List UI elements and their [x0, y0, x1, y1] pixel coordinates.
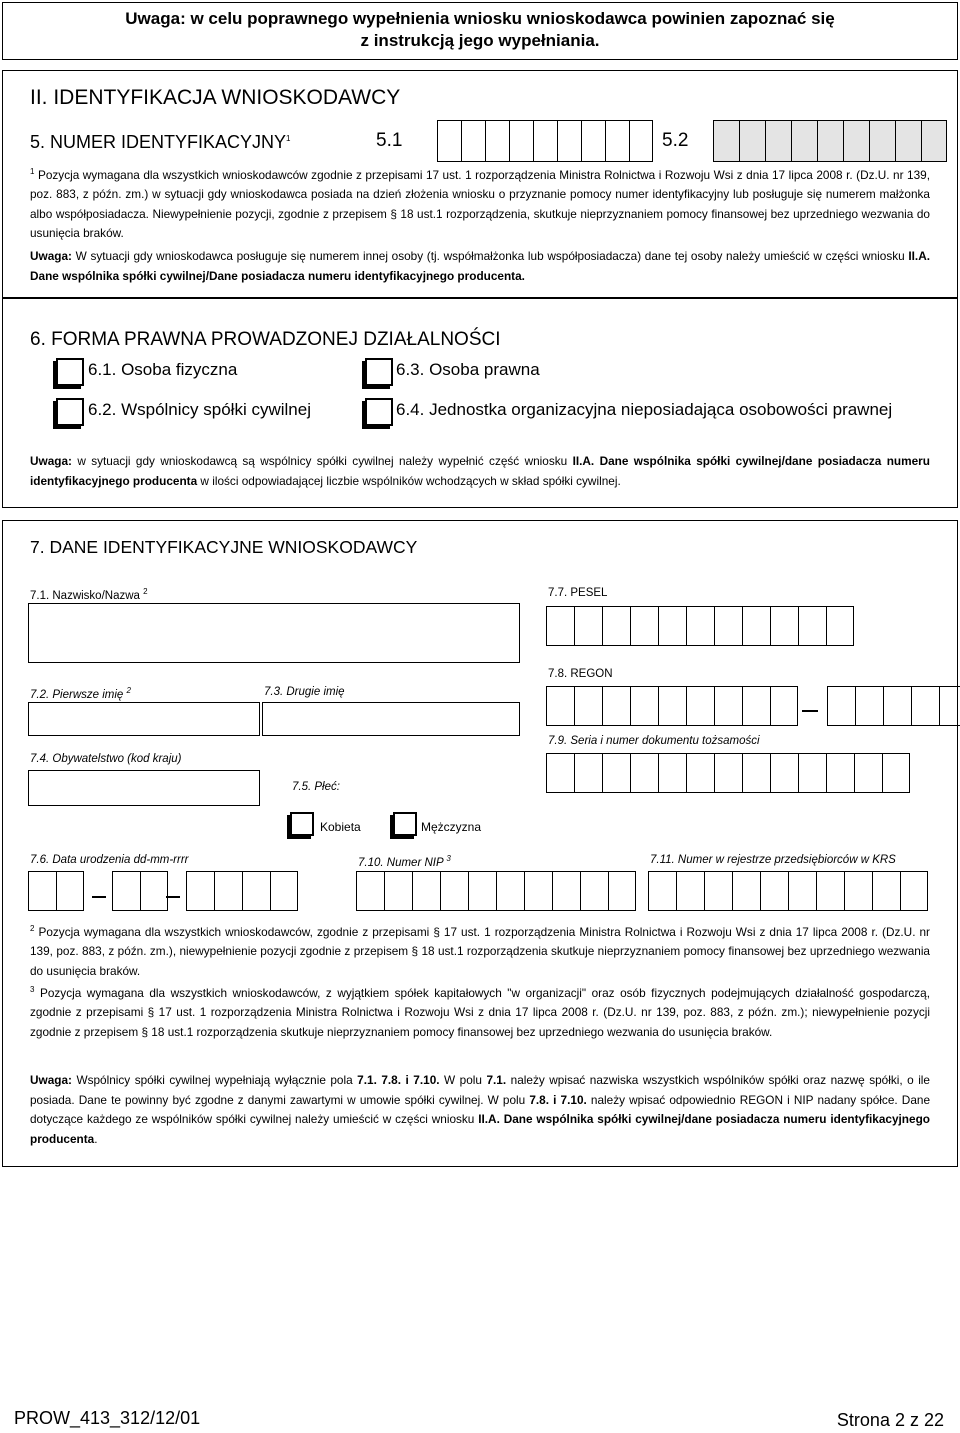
field-7-6-month[interactable] [112, 871, 168, 911]
date-dash-1 [92, 896, 106, 898]
header-line-2: z instrukcją jego wypełniania. [360, 31, 600, 50]
field-7-11-krs[interactable] [648, 871, 928, 911]
date-dash-2 [166, 896, 180, 898]
field-7-2-first-name[interactable] [28, 702, 260, 736]
field-5-1-label: 5.1 [376, 130, 403, 151]
footnote-2: $^2$ Pozycja wymagana dla wszystkich wnioskodawców, zgodnie z przepisami § 17 ust. 1 rozporządzenia Ministra Rolnictwa i Rozwoju Wsi z dnia 17 lipca 2008 r. (Dz.U. nr 139, poz. 883, z późn. zm.), niewypełnienie pozycji zgodnie z przepisem § 18 ust.1 rozporządzenia skutkuje nieprzyznaniem pomocy finansowej bez uprzedniego wezwania do usunięcia braków. [30, 924, 930, 978]
field-7-6-day[interactable] [28, 871, 84, 911]
section-7-title: 7. DANE IDENTYFIKACYJNE WNIOSKODAWCY [30, 537, 418, 557]
field-7-8-regon-a[interactable] [546, 686, 798, 726]
field-7-1-surname[interactable] [28, 603, 520, 663]
field-7-6-year[interactable] [186, 871, 298, 911]
section-2-title: II. IDENTYFIKACJA WNIOSKODAWCY [30, 86, 401, 109]
label-7-2: 7.2. Pierwsze imię $^2$ [30, 686, 131, 701]
label-7-4: 7.4. Obywatelstwo (kod kraju) [30, 753, 182, 765]
label-7-3: 7.3. Drugie imię [264, 686, 345, 698]
section-6-title: 6. FORMA PRAWNA PROWADZONEJ DZIAŁALNOŚCI [30, 329, 501, 350]
footnote-3: $^3$ Pozycja wymagana dla wszystkich wnioskodawców, z wyjątkiem spółek kapitałowych "w organizacji" oraz osób fizycznych podejmujących działalność gospodarczą, zgodnie z przepisami § 17 ust. 1 rozporządzenia Ministra Rolnictwa i Rozwoju Wsi z dnia 17 lipca 2008 r. (Dz.U. nr 139, poz. 883, z późn. zm.); niewypełnienie pozycji zgodnie z przepisem § 18 ust.1 rozporządzenia skutkuje nieprzyznaniem pomocy finansowej bez uprzedniego wezwania do usunięcia braków. [30, 985, 931, 1039]
field-5-2-grid[interactable] [713, 120, 947, 162]
option-6-1-label: 6.1. Osoba fizyczna [88, 360, 238, 379]
label-7-5: 7.5. Płeć: [292, 781, 340, 793]
label-7-8: 7.8. REGON [548, 668, 613, 680]
checkbox-6-3[interactable] [365, 358, 393, 386]
label-female: Kobieta [320, 820, 361, 834]
field-7-7-pesel[interactable] [546, 606, 854, 646]
label-7-1: 7.1. Nazwisko/Nazwa $^2$ [30, 587, 148, 602]
label-male: Mężczyzna [421, 820, 482, 834]
footnote-1: $^1$ Pozycja wymagana dla wszystkich wnioskodawców zgodnie z przepisami 17 ust. 1 rozporządzenia Ministra Rolnictwa i Rozwoju Wsi z dnia 17 lipca 2008 r. (Dz.U. nr 139, poz. 883, z późn. zm.) w sytuacji gdy wnioskodawca posiada na dzień złożenia wniosku o przyznanie pomocy numer identyfikacyjny lub posługuje się numerem małżonka albo współposiadacza. Niewypełnienie pozycji, zgodnie z przepisem § 18 ust.1 rozporządzenia, skutkuje nieprzyznaniem pomocy finansowej bez uprzedniego wezwania do usunięcia braków. [30, 167, 931, 241]
checkbox-male[interactable] [393, 812, 417, 836]
checkbox-6-2[interactable] [56, 398, 84, 426]
checkbox-female[interactable] [290, 812, 314, 836]
option-6-2-label: 6.2. Wspólnicy spółki cywilnej [88, 400, 311, 419]
document-code: PROW_413_312/12/01 [14, 1408, 201, 1428]
label-7-6: 7.6. Data urodzenia dd-mm-rrrr [30, 854, 189, 866]
field-7-3-second-name[interactable] [262, 702, 520, 736]
regon-dash [802, 710, 818, 712]
section-7-note: Uwaga: Wspólnicy spółki cywilnej wypełniają wyłącznie pola 7.1. 7.8. i 7.10. W polu 7.1. należy wpisać nazwiska wszystkich wspólników spółki oraz nazwę spółki, o ile posiada. Dane te powinny być zgodne z danymi zawartymi w umowie spółki cywilnej. W polu 7.8. i 7.10. należy wpisać odpowiednio REGON i NIP nadany spółce. Dane dotyczące każdego ze wspólników spółki cywilnej należy umieścić w części wniosku II.A. Dane wspólnika spółki cywilnej/dane posiadacza numeru identyfikacyjnego producenta. [30, 1073, 931, 1146]
field-5-2-label: 5.2 [662, 130, 689, 151]
section-6-note: Uwaga: w sytuacji gdy wnioskodawcą są wspólnicy spółki cywilnej należy wypełnić część wniosku II.A. Dane wspólnika spółki cywilnej/dane posiadacza numeru identyfikacyjnego producenta w ilości odpowiadającej liczbie wspólników wchodzących w skład spółki cywilnej. [30, 454, 930, 488]
section-2-note: Uwaga: W sytuacji gdy wnioskodawca posługuje się numerem innej osoby (tj. współmałżonka lub współposiadacza) dane tej osoby należy umieścić w części wniosku II.A. Dane wspólnika spółki cywilnej/Dane posiadacza numeru identyfikacyjnego producenta. [30, 249, 930, 283]
field-7-8-regon-b[interactable] [827, 686, 960, 726]
label-7-9: 7.9. Seria i numer dokumentu tożsamości [548, 735, 760, 747]
option-6-3-label: 6.3. Osoba prawna [396, 360, 540, 379]
field-7-4-citizenship[interactable] [28, 770, 260, 806]
field-5-1-grid[interactable] [437, 120, 653, 162]
label-7-10: 7.10. Numer NIP $^3$ [358, 854, 451, 869]
checkbox-6-4[interactable] [365, 398, 393, 426]
instruction-header [2, 8, 958, 52]
header-line-1: Uwaga: w celu poprawnego wypełnienia wniosku wnioskodawca powinien zapoznać się [125, 9, 835, 28]
field-7-10-nip[interactable] [356, 871, 636, 911]
page-number: Strona 2 z 22 [836, 1410, 944, 1430]
checkbox-6-1[interactable] [56, 358, 84, 386]
label-7-11: 7.11. Numer w rejestrze przedsiębiorców w KRS [650, 854, 896, 866]
field-5-label: 5. NUMER IDENTYFIKACYJNY$^1$ [30, 132, 291, 152]
option-6-4-label: 6.4. Jednostka organizacyjna nieposiadająca osobowości prawnej [396, 400, 893, 419]
label-7-7: 7.7. PESEL [548, 587, 608, 599]
field-7-9-id-document[interactable] [546, 753, 910, 793]
